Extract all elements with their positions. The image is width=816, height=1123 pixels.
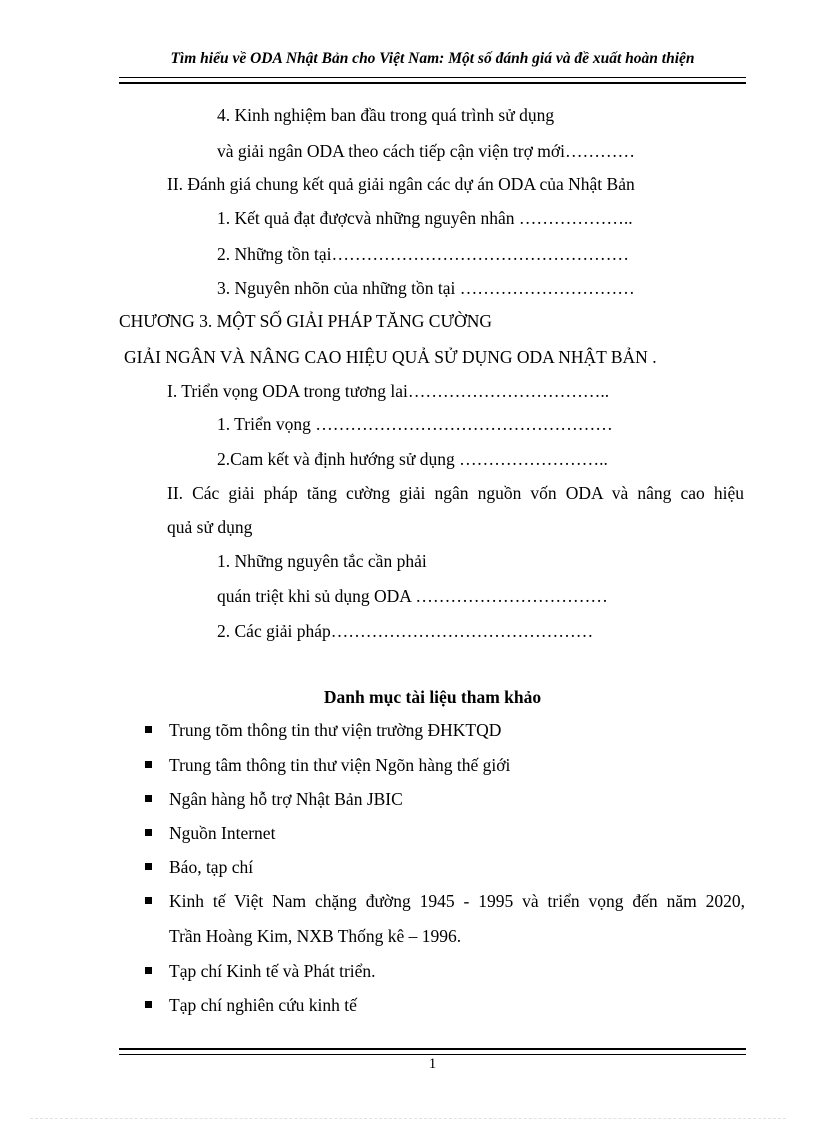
page-number: 1 — [428, 1056, 437, 1072]
reference-text: Tạp chí nghiên cứu kinh tế — [169, 995, 357, 1015]
square-bullet-icon — [145, 761, 152, 768]
toc-line-13: quả sử dụng — [167, 517, 253, 537]
toc-line-12: II. Các giải pháp tăng cường giải ngân nguồn vốn ODA và nâng cao hiệu — [167, 483, 744, 503]
square-bullet-icon — [145, 726, 152, 733]
reference-text: Trung tõm thông tin thư viện trường ĐHKTQD — [169, 720, 502, 740]
toc-line-2: và giải ngân ODA theo cách tiếp cận viện trợ mới………… — [217, 141, 635, 161]
header-rule — [119, 77, 746, 84]
square-bullet-icon — [145, 829, 152, 836]
references-heading: Danh mục tài liệu tham khảo — [323, 687, 542, 707]
reference-text: Kinh tế Việt Nam chặng đường 1945 - 1995 và triển vọng đến năm 2020, — [169, 891, 745, 911]
reference-text: Ngân hàng hỗ trợ Nhật Bản JBIC — [169, 789, 403, 809]
toc-line-8: GIẢI NGÂN VÀ NÂNG CAO HIỆU QUẢ SỬ DỤNG ODA NHẬT BẢN . — [124, 347, 657, 367]
toc-line-10: 1. Triển vọng …………………………………………… — [217, 414, 613, 434]
toc-line-6: 3. Nguyên nhõn của những tồn tại ………………………… — [217, 278, 635, 298]
reference-text: Trung tâm thông tin thư viện Ngõn hàng thế giới — [169, 755, 511, 775]
reference-item — [145, 890, 745, 912]
square-bullet-icon — [145, 967, 152, 974]
square-bullet-icon — [145, 795, 152, 802]
running-header-title: Tìm hiểu về ODA Nhật Bản cho Việt Nam: Một số đánh giá và đề xuất hoàn thiện — [170, 50, 695, 67]
toc-line-14: 1. Những nguyên tắc cần phải — [217, 551, 427, 571]
toc-line-1: 4. Kinh nghiệm ban đầu trong quá trình sử dụng — [217, 105, 555, 125]
square-bullet-icon — [145, 897, 152, 904]
reference-text-continuation: Trần Hoàng Kim, NXB Thống kê – 1996. — [169, 926, 462, 946]
page-edge-divider — [30, 1118, 786, 1119]
reference-text: Tạp chí Kinh tế và Phát triển. — [169, 961, 376, 981]
square-bullet-icon — [145, 1001, 152, 1008]
toc-line-9: I. Triển vọng ODA trong tương lai…………………………….. — [167, 381, 610, 401]
reference-text: Nguồn Internet — [169, 823, 276, 843]
toc-line-7: CHƯƠNG 3. MỘT SỐ GIẢI PHÁP TĂNG CƯỜNG — [119, 311, 492, 331]
toc-line-4: 1. Kết quả đạt đượcvà những nguyên nhân ……………….. — [217, 208, 633, 228]
footer-rule — [119, 1048, 746, 1055]
toc-line-16: 2. Các giải pháp……………………………………… — [217, 621, 594, 641]
square-bullet-icon — [145, 863, 152, 870]
toc-line-11: 2.Cam kết và định hướng sử dụng …………………….. — [217, 449, 608, 469]
reference-text: Báo, tạp chí — [169, 857, 254, 877]
toc-line-15: quán triệt khi sủ dụng ODA …………………………… — [217, 586, 608, 606]
toc-line-5: 2. Những tồn tại…………………………………………… — [217, 244, 629, 264]
toc-line-3: II. Đánh giá chung kết quả giải ngân các dự án ODA của Nhật Bản — [167, 174, 635, 194]
